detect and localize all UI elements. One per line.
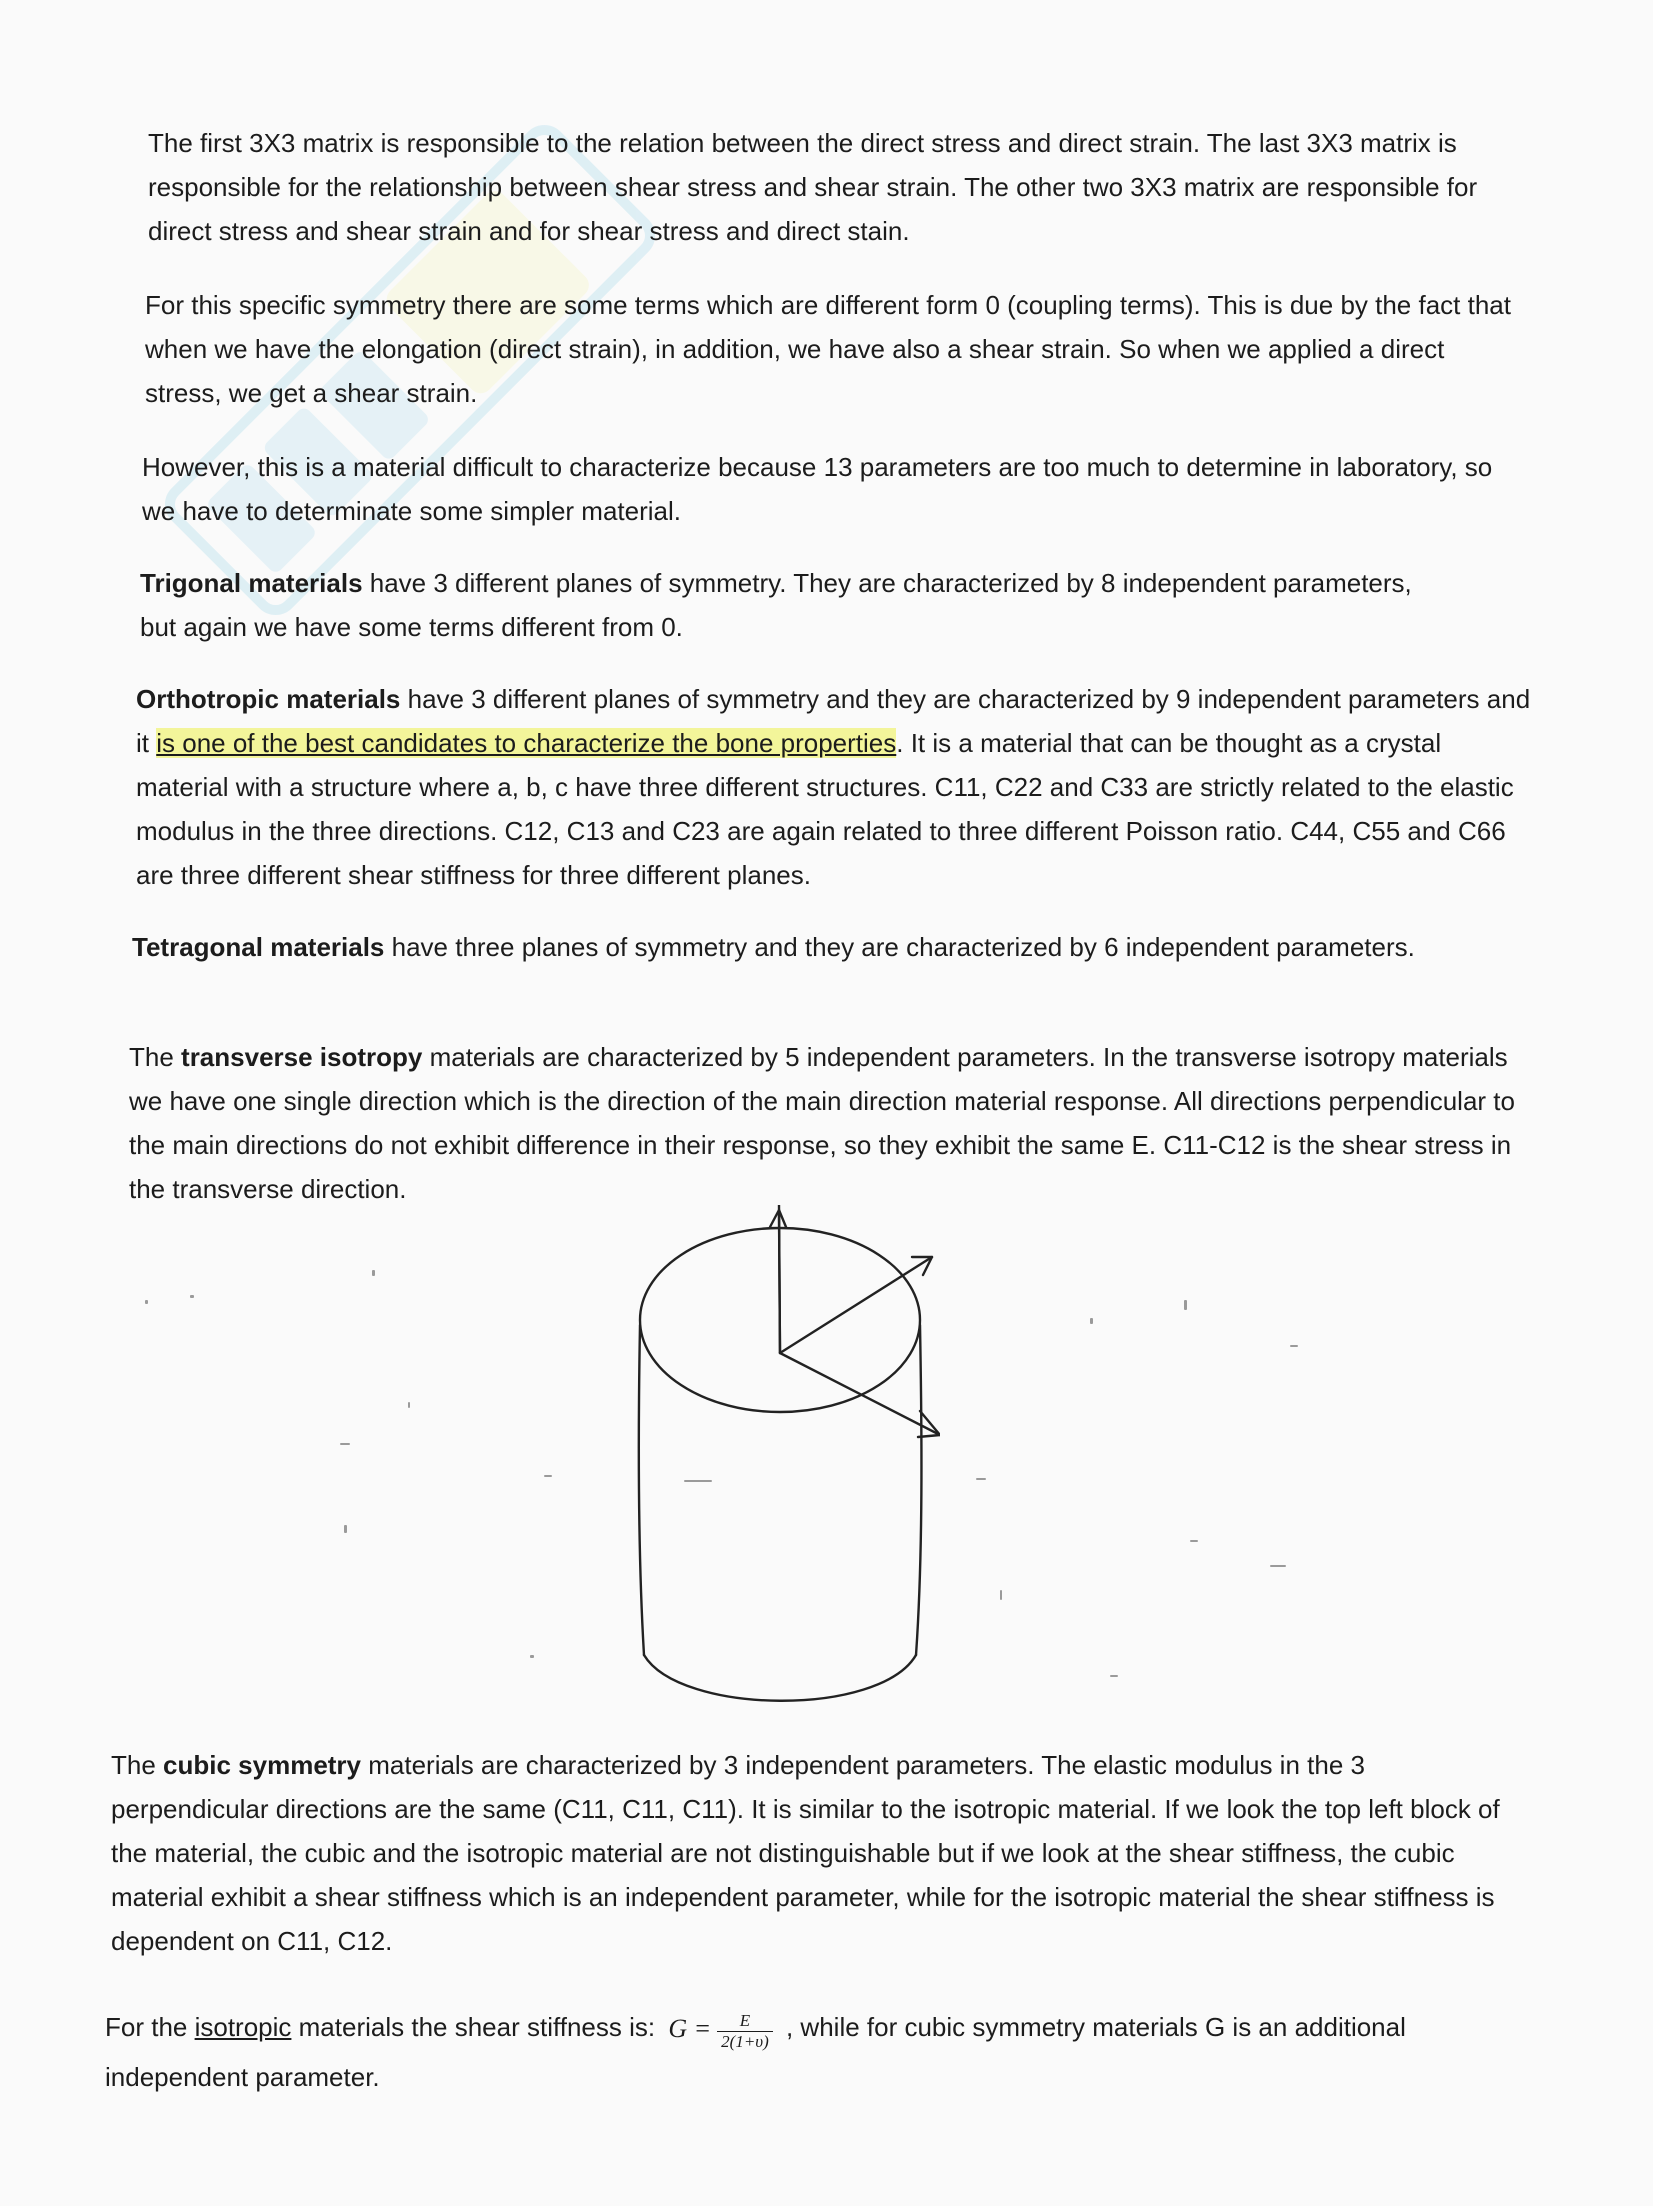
scan-speck bbox=[544, 1475, 552, 1477]
paragraph-text: For the bbox=[105, 2012, 195, 2042]
underlined-term-isotropic: isotropic bbox=[194, 2012, 292, 2042]
paragraph-text: materials the shear stiffness is: bbox=[291, 2012, 663, 2042]
term-orthotropic: Orthotropic materials bbox=[136, 684, 401, 714]
formula-numerator: E bbox=[717, 2011, 773, 2032]
term-trigonal: Trigonal materials bbox=[140, 568, 363, 598]
scan-speck bbox=[976, 1478, 986, 1480]
paragraph-transverse-isotropy bbox=[129, 1035, 1529, 1211]
scan-speck bbox=[344, 1525, 347, 1533]
shear-stiffness-formula bbox=[668, 2005, 772, 2053]
paragraph-text: , while for cubic symmetry materials G is an additional independent parameter. bbox=[105, 2012, 1406, 2093]
term-cubic-symmetry: cubic symmetry bbox=[163, 1750, 362, 1780]
paragraph-tetragonal bbox=[132, 925, 1432, 969]
scan-speck bbox=[1270, 1565, 1286, 1567]
scan-speck bbox=[1184, 1300, 1187, 1310]
paragraph-text: have three planes of symmetry and they are characterized by 6 independent parameters. bbox=[384, 932, 1415, 962]
scan-speck bbox=[1000, 1590, 1002, 1600]
paragraph-trigonal bbox=[140, 561, 1420, 649]
paragraph-text: . It is a material that can be thought as a crystal material with a structure where a, b, c have three different structures. C11, C22 and C33 are strictly related to the elastic modulus in the three directions. C12, C13 and C23 are again related to three different Poisson ratio. C44, C55 and C66 are three different shear stiffness for three different planes. bbox=[136, 728, 1514, 890]
paragraph-text: However, this is a material difficult to characterize because 13 parameters are too much to determine in laboratory, so we have to determinate some simpler material. bbox=[142, 452, 1493, 526]
formula-denominator: 2(1+υ) bbox=[721, 2031, 769, 2051]
scan-speck bbox=[1110, 1675, 1118, 1677]
formula-fraction bbox=[717, 2011, 773, 2052]
paragraph-coupling-terms bbox=[145, 283, 1525, 415]
scan-speck bbox=[1190, 1540, 1198, 1542]
paragraph-cubic-symmetry bbox=[111, 1743, 1521, 1963]
formula-lhs: G = bbox=[668, 2014, 712, 2044]
scan-speck bbox=[684, 1480, 712, 1482]
scan-speck bbox=[190, 1295, 194, 1298]
axis-diagonal-up bbox=[780, 1257, 932, 1353]
paragraph-text: have 3 different planes of symmetry. They are characterized by 8 independent parameters, but again we have some terms different from 0. bbox=[140, 568, 1412, 642]
scan-speck bbox=[340, 1443, 350, 1445]
scan-speck bbox=[145, 1300, 148, 1304]
scan-speck bbox=[372, 1270, 375, 1276]
paragraph-orthotropic bbox=[136, 677, 1536, 897]
highlighted-phrase: is one of the best candidates to characterize the bone properties bbox=[156, 728, 897, 758]
scan-speck bbox=[408, 1402, 410, 1408]
paragraph-characterization bbox=[142, 445, 1522, 533]
cylinder-left-side bbox=[639, 1325, 644, 1655]
paragraph-text: For this specific symmetry there are some terms which are different form 0 (coupling terms). This is due by the fact that when we have the elongation (direct strain), in addition, we have also a shear strain. So when we applied a direct stress, we get a shear strain. bbox=[145, 290, 1511, 408]
paragraph-text: The first 3X3 matrix is responsible to the relation between the direct stress and direct strain. The last 3X3 matrix is responsible for the relationship between shear stress and shear strain. The other two 3X3 matrix are responsible for direct stress and shear strain and for shear stress and direct stain. bbox=[148, 128, 1478, 246]
paragraph-text: The bbox=[129, 1042, 182, 1072]
paragraph-isotropic-formula bbox=[105, 2003, 1505, 2101]
paragraph-text: materials are characterized by 5 independent parameters. In the transverse isotropy materials we have one single direction which is the direction of the main direction material response. All directions perpendicular to the main directions do not exhibit difference in their response, so they exhibit the same E. C11-C12 is the shear stress in the transverse direction. bbox=[129, 1042, 1515, 1204]
paragraph-matrix-blocks bbox=[148, 121, 1518, 253]
cylinder-axes-diagram bbox=[620, 1205, 940, 1715]
term-transverse-isotropy: transverse isotropy bbox=[181, 1042, 423, 1072]
cylinder-bottom-arc bbox=[644, 1655, 916, 1701]
axis-diagonal-down bbox=[780, 1353, 940, 1435]
term-tetragonal: Tetragonal materials bbox=[132, 932, 385, 962]
paragraph-text: have 3 different planes of symmetry and they are characterized by 9 independent parameters and it bbox=[136, 684, 1531, 758]
scan-speck bbox=[1290, 1345, 1298, 1347]
cylinder-right-side bbox=[916, 1325, 921, 1655]
scan-speck bbox=[530, 1655, 534, 1658]
paragraph-text: The bbox=[111, 1750, 164, 1780]
paragraph-text: materials are characterized by 3 independent parameters. The elastic modulus in the 3 perpendicular directions are the same (C11, C11, C11). It is similar to the isotropic material. If we look the top left block of the material, the cubic and the isotropic material are not distinguishable but if we look at the shear stiffness, the cubic material exhibit a shear stiffness which is an independent parameter, while for the isotropic material the shear stiffness is dependent on C11, C12. bbox=[111, 1750, 1500, 1956]
scan-speck bbox=[1090, 1318, 1093, 1324]
